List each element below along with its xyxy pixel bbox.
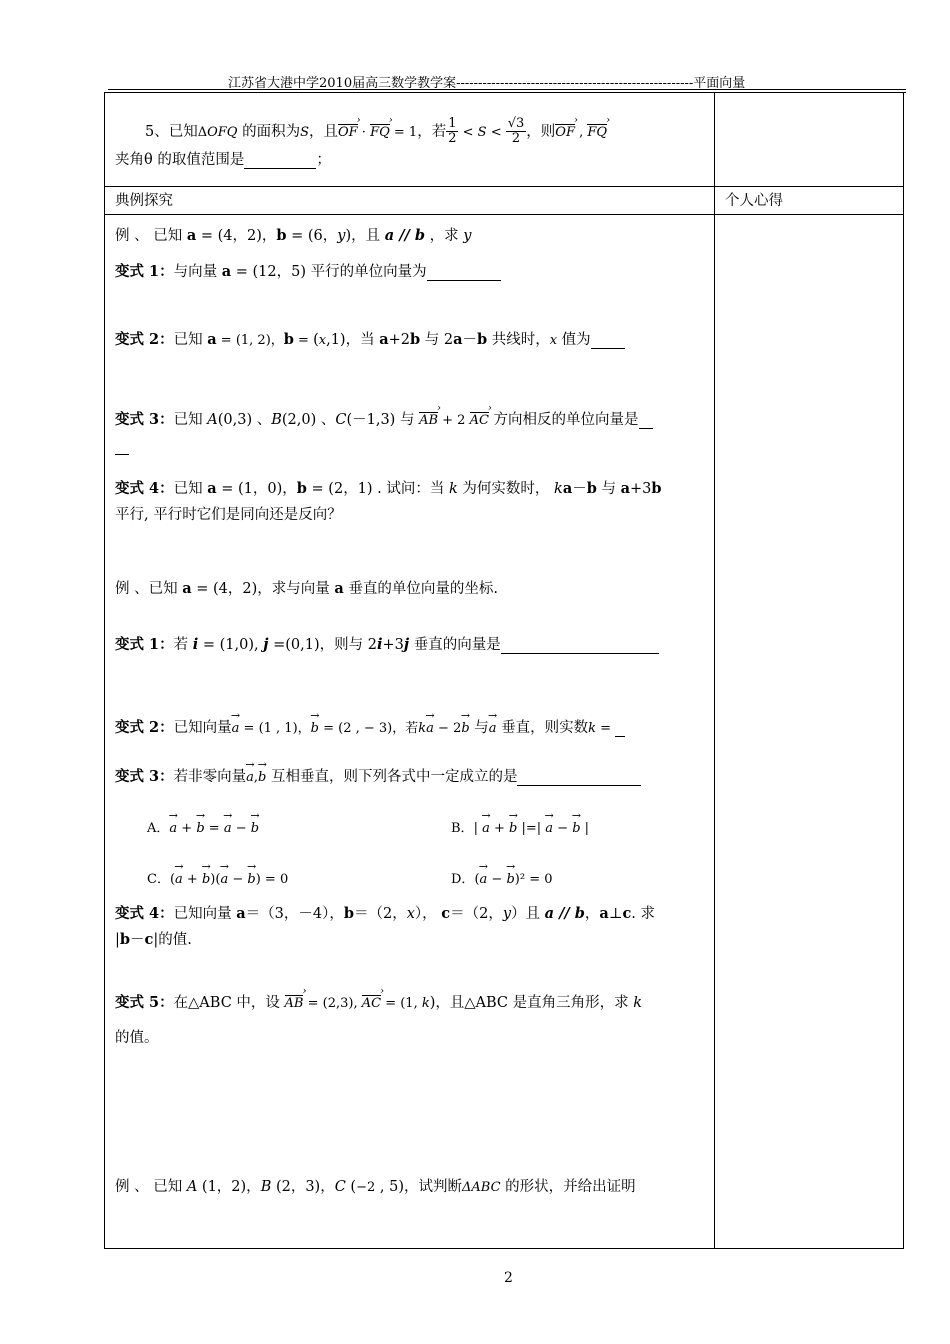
bold-b: b <box>651 480 662 497</box>
bold-a: a <box>186 227 197 244</box>
abs-eq: |=| <box>517 821 546 836</box>
vector-b: → b <box>247 873 255 886</box>
column-divider <box>714 93 715 1248</box>
bold-a: a <box>620 480 630 497</box>
variant-text: = (2,3), <box>303 996 362 1011</box>
var-S: S <box>300 124 309 140</box>
variant-text: +3 <box>382 637 404 653</box>
vector-AB: AB › <box>285 995 304 1010</box>
variant-b4-line2 <box>115 933 192 948</box>
variant-text: 与 <box>596 481 621 497</box>
variant-text: = (1, 2)， <box>216 333 284 348</box>
example-2 <box>115 582 498 597</box>
abs-bar: | <box>580 821 590 836</box>
option-A[interactable] <box>147 822 259 835</box>
bold-b: b <box>476 331 488 348</box>
section-heading: 典例探究 <box>115 193 173 209</box>
vector-b: → b <box>251 822 259 835</box>
example-1 <box>115 229 471 244</box>
variant-text: 与向量 <box>173 264 222 280</box>
variant-text: − 2 <box>433 721 462 736</box>
variant-label: 变式 1： <box>115 636 174 653</box>
point-B: B <box>271 412 282 428</box>
answer-blank[interactable] <box>427 265 501 281</box>
vector-AC: AC › <box>362 995 381 1010</box>
ex-text: (2，3)， <box>271 1179 335 1195</box>
variant-text: 互相垂直，则下列各式中一定成立的是 <box>266 769 518 785</box>
variant-text: ＝（2， <box>450 906 503 922</box>
variant-b3 <box>115 770 641 786</box>
variant-1 <box>115 265 501 281</box>
q5-text: 的面积为 <box>237 123 301 140</box>
q5-text: ，若 <box>417 123 447 140</box>
variant-text: )，且△ABC 是直角三角形，求 <box>429 995 634 1011</box>
triangle-symbol: Δ <box>197 124 208 140</box>
eq-sign: = <box>204 821 224 836</box>
q5-text: 夹角θ 的取值范围是 <box>115 152 245 168</box>
paren: ( <box>313 332 319 348</box>
var-x: x <box>406 906 415 922</box>
variant-label: 变式 5： <box>115 994 174 1011</box>
variant-text: 在△ABC 中，设 <box>173 995 285 1011</box>
minus-sign: − <box>228 872 248 887</box>
frac-denominator: 2 <box>511 131 521 147</box>
variant-text: . 求 <box>631 906 656 922</box>
vector-AB: AB › <box>419 412 438 427</box>
minus-sign: － <box>130 932 145 948</box>
ex-prefix: 例 、已知 <box>115 581 183 597</box>
answer-blank[interactable] <box>115 439 129 455</box>
vector-a: → a <box>175 873 183 886</box>
bold-a: a <box>207 480 217 497</box>
var-y: y <box>337 228 346 244</box>
bold-b: b <box>276 227 287 244</box>
bold-a: a <box>207 331 217 348</box>
variant-text: 值为 <box>557 332 591 348</box>
frac-numerator: √3 <box>507 116 525 131</box>
eq-zero: ) = 0 <box>255 872 289 887</box>
variant-text: 已知 <box>173 332 208 348</box>
variant-text: ）， <box>414 906 442 922</box>
variant-text: |的值. <box>153 932 192 948</box>
answer-blank[interactable] <box>501 638 659 654</box>
minus-sign: － <box>462 332 477 348</box>
bold-b: b <box>409 331 421 348</box>
var-x: x <box>549 333 558 348</box>
point-C: C <box>335 412 347 428</box>
variant-text: (0,3) 、 <box>217 412 272 428</box>
paren: )( <box>210 872 221 887</box>
vector-a: → a <box>489 722 497 735</box>
answer-blank-cont <box>115 439 129 455</box>
comma: ， <box>584 906 600 922</box>
example-3 <box>115 1180 636 1195</box>
option-D[interactable] <box>451 873 553 886</box>
bold-a: a <box>599 905 609 922</box>
variant-text: +2 <box>388 332 410 348</box>
variant-text: =(0,1)，则与 2 <box>268 637 377 653</box>
var-k: k <box>449 481 458 497</box>
bold-c: c <box>441 905 451 922</box>
ex-text: = (4，2)， <box>196 228 277 244</box>
bold-c: c <box>144 931 154 948</box>
plus-sign: + <box>177 821 197 836</box>
vector-b: → b <box>509 822 517 835</box>
variant-b1 <box>115 638 659 654</box>
bold-b: b <box>283 331 294 348</box>
point-B: B <box>260 1179 272 1195</box>
row-divider <box>105 214 903 215</box>
variant-text: +3 <box>630 481 652 497</box>
variant-label: 变式 3： <box>115 411 174 428</box>
fraction-sqrt3-half <box>506 117 527 147</box>
vector-FQ: FQ › <box>587 124 607 139</box>
vector-a: → a <box>224 822 232 835</box>
variant-text: ＝（3，－4）， <box>245 906 344 922</box>
q5-line2 <box>115 153 331 169</box>
variant-text: 方向相反的单位向量是 <box>488 412 639 428</box>
variant-text: (－1,3) 与 <box>346 412 420 428</box>
variant-text: 若非零向量 <box>173 769 247 785</box>
minus-sign: − <box>487 872 507 887</box>
answer-blank[interactable] <box>244 153 316 169</box>
variant-label: 变式 3： <box>115 768 174 785</box>
parallel-condition: a // b <box>384 227 425 244</box>
abs-bar: | <box>473 821 483 836</box>
option-B[interactable] <box>451 822 589 835</box>
variant-text: = (1,0), <box>198 637 264 653</box>
option-C[interactable] <box>147 873 288 886</box>
vector-b: → b <box>506 873 514 886</box>
bold-i: i <box>192 636 199 653</box>
vector-a: → a <box>482 822 490 835</box>
vector-a: → a <box>246 771 254 784</box>
variant-text: = (2 , − 3)，若 <box>318 721 419 736</box>
variant-b2 <box>115 721 625 737</box>
bold-b: b <box>586 480 597 497</box>
variant-4-line2: 平行, 平行时它们是同向还是反向？ <box>115 507 342 523</box>
q5-text: ，且 <box>308 123 338 140</box>
eq-sign: = <box>596 721 616 736</box>
option-label: B． <box>451 821 474 836</box>
var-y: y <box>502 906 512 922</box>
option-label: D． <box>451 872 475 887</box>
bold-j: j <box>263 636 269 653</box>
vector-b: → b <box>461 722 469 735</box>
row-divider <box>105 186 903 187</box>
dot-operator: · <box>357 124 371 140</box>
vector-a: → a <box>169 822 177 835</box>
vector-b: → b <box>202 873 210 886</box>
variant-text: 垂直，则实数 <box>496 720 589 736</box>
fraction-half <box>446 117 458 147</box>
variant-text: = (1, <box>381 996 422 1011</box>
header-rule <box>108 89 906 90</box>
frac-denominator: 2 <box>448 131 457 147</box>
var-y: y <box>463 228 472 244</box>
var-k: k <box>554 481 563 497</box>
variant-label: 变式 1： <box>115 263 174 280</box>
variant-text: 与 <box>469 720 489 736</box>
point-C: C <box>334 1179 346 1195</box>
variant-text: ＝（2， <box>354 906 407 922</box>
q5-eq: = 1 <box>389 124 418 140</box>
variant-text: 已知 <box>173 481 208 497</box>
vector-FQ: FQ › <box>370 124 390 139</box>
ex-prefix: 例 、 已知 <box>115 1179 187 1195</box>
variant-4 <box>115 482 662 497</box>
point-A: A <box>186 1179 198 1195</box>
eq-sign: = <box>293 333 314 348</box>
lt-sign: < <box>458 124 478 140</box>
comma: , <box>574 124 588 140</box>
variant-text: = (1，0)， <box>216 481 297 497</box>
plus-sign: + 2 <box>438 413 470 428</box>
vector-a: → a <box>426 722 434 735</box>
page-number: 2 <box>504 1270 513 1286</box>
abs-bar: | <box>115 932 120 948</box>
var-x: x <box>318 333 327 348</box>
variant-text: 为何实数时， <box>457 481 555 497</box>
plus-sign: + <box>489 821 510 836</box>
bold-b: b <box>119 931 131 948</box>
ex-text: (1，2)， <box>197 1179 261 1195</box>
bold-a: a <box>236 905 246 922</box>
vector-AC: AC › <box>470 412 489 427</box>
triangle-name: OFQ <box>207 124 238 140</box>
variant-text: 若 <box>173 637 193 653</box>
triangle-name: ΔABC <box>462 1180 501 1195</box>
variant-text: = (12，5) 平行的单位向量为 <box>231 264 427 280</box>
ex-text: )，且 <box>345 228 385 244</box>
ex-prefix: 例 、 已知 <box>115 228 187 244</box>
bold-a: a <box>379 331 389 348</box>
var-k: k <box>421 996 430 1011</box>
vector-a: → a <box>232 722 240 735</box>
worksheet-table <box>104 92 904 1249</box>
bold-a: a <box>334 580 344 597</box>
ex-text: 垂直的单位向量的坐标. <box>343 581 498 597</box>
notes-heading: 个人心得 <box>725 193 783 209</box>
q5-line1 <box>145 117 607 147</box>
plus-sign: + <box>182 872 202 887</box>
ex-text: 的形状，并给出证明 <box>500 1179 636 1195</box>
variant-text: 已知向量 <box>173 720 232 736</box>
vector-OF: OF › <box>338 124 358 139</box>
bold-b: b <box>296 480 307 497</box>
variant-b5 <box>115 995 642 1011</box>
vector-a: → a <box>545 822 553 835</box>
answer-blank[interactable] <box>591 333 625 349</box>
ex-text: ，求 <box>424 228 464 244</box>
ex-text: = (4，2)，求与向量 <box>191 581 335 597</box>
minus-sign: － <box>572 481 587 497</box>
ex-text: ( <box>345 1179 357 1195</box>
variant-text: 垂直的向量是 <box>409 637 501 653</box>
perp-symbol: ⊥ <box>608 906 623 922</box>
variant-text: 已知 <box>173 412 208 428</box>
variant-text: = (2，1) . 试问：当 <box>306 481 450 497</box>
variant-text: ,1)，当 <box>326 332 380 348</box>
variant-text: 与 2 <box>420 332 454 348</box>
answer-blank[interactable] <box>517 770 641 786</box>
bold-a: a <box>562 480 573 497</box>
q5-text: ，则 <box>526 123 556 140</box>
variant-label: 变式 2： <box>115 719 174 736</box>
bold-a: a <box>453 331 463 348</box>
variant-b4 <box>115 907 655 922</box>
variant-text: 共线时， <box>487 332 550 348</box>
paren: ( <box>169 872 176 887</box>
parallel-condition: a // b <box>544 905 585 922</box>
vector-a: → a <box>480 873 488 886</box>
bold-b: b <box>343 905 354 922</box>
vector-b: → b <box>258 771 266 784</box>
coord-value: −2 <box>356 1180 376 1195</box>
var-k: k <box>588 721 597 736</box>
eq-zero: )² = 0 <box>514 872 553 887</box>
option-label: C． <box>147 872 170 887</box>
bold-j: j <box>403 636 410 653</box>
variant-text: (2,0) 、 <box>281 412 336 428</box>
variant-3 <box>115 412 653 429</box>
minus-sign: − <box>231 821 251 836</box>
var-k: k <box>418 721 427 736</box>
vector-OF: OF › <box>555 124 575 139</box>
variant-2 <box>115 333 625 349</box>
vector-b: → b <box>572 822 580 835</box>
ex-text: , 5)，试判断 <box>375 1179 462 1195</box>
point-A: A <box>207 412 218 428</box>
minus-sign: − <box>553 821 573 836</box>
lt-sign: < <box>486 124 506 140</box>
bold-c: c <box>622 905 632 922</box>
frac-numerator: 1 <box>448 116 457 131</box>
var-k: k <box>633 995 643 1011</box>
bold-a: a <box>221 263 232 280</box>
bold-i: i <box>376 636 383 653</box>
option-label: A． <box>147 821 170 836</box>
variant-label: 变式 4： <box>115 480 174 497</box>
var-S: S <box>477 124 487 140</box>
variant-text: = (1 , 1)， <box>239 721 311 736</box>
paren: ( <box>474 872 480 887</box>
ex-text: = (6， <box>286 228 338 244</box>
q5-lead: 5、已知 <box>145 123 198 140</box>
variant-label: 变式 2： <box>115 331 174 348</box>
bold-a: a <box>182 580 192 597</box>
page-header: 江苏省大港中学2010届高三数学教学案------------------------------------------------------平面向量 <box>228 76 746 91</box>
answer-blank[interactable] <box>639 413 653 429</box>
vector-b: → b <box>196 822 204 835</box>
variant-label: 变式 4： <box>115 905 174 922</box>
comma: , <box>253 770 259 785</box>
vector-b: → b <box>311 722 319 735</box>
answer-blank[interactable] <box>615 721 625 737</box>
variant-b5-line2: 的值。 <box>115 1030 159 1046</box>
q5-end: ； <box>316 152 331 168</box>
variant-text: ）且 <box>511 906 545 922</box>
variant-text: 已知向量 <box>173 906 237 922</box>
vector-a: → a <box>220 873 228 886</box>
